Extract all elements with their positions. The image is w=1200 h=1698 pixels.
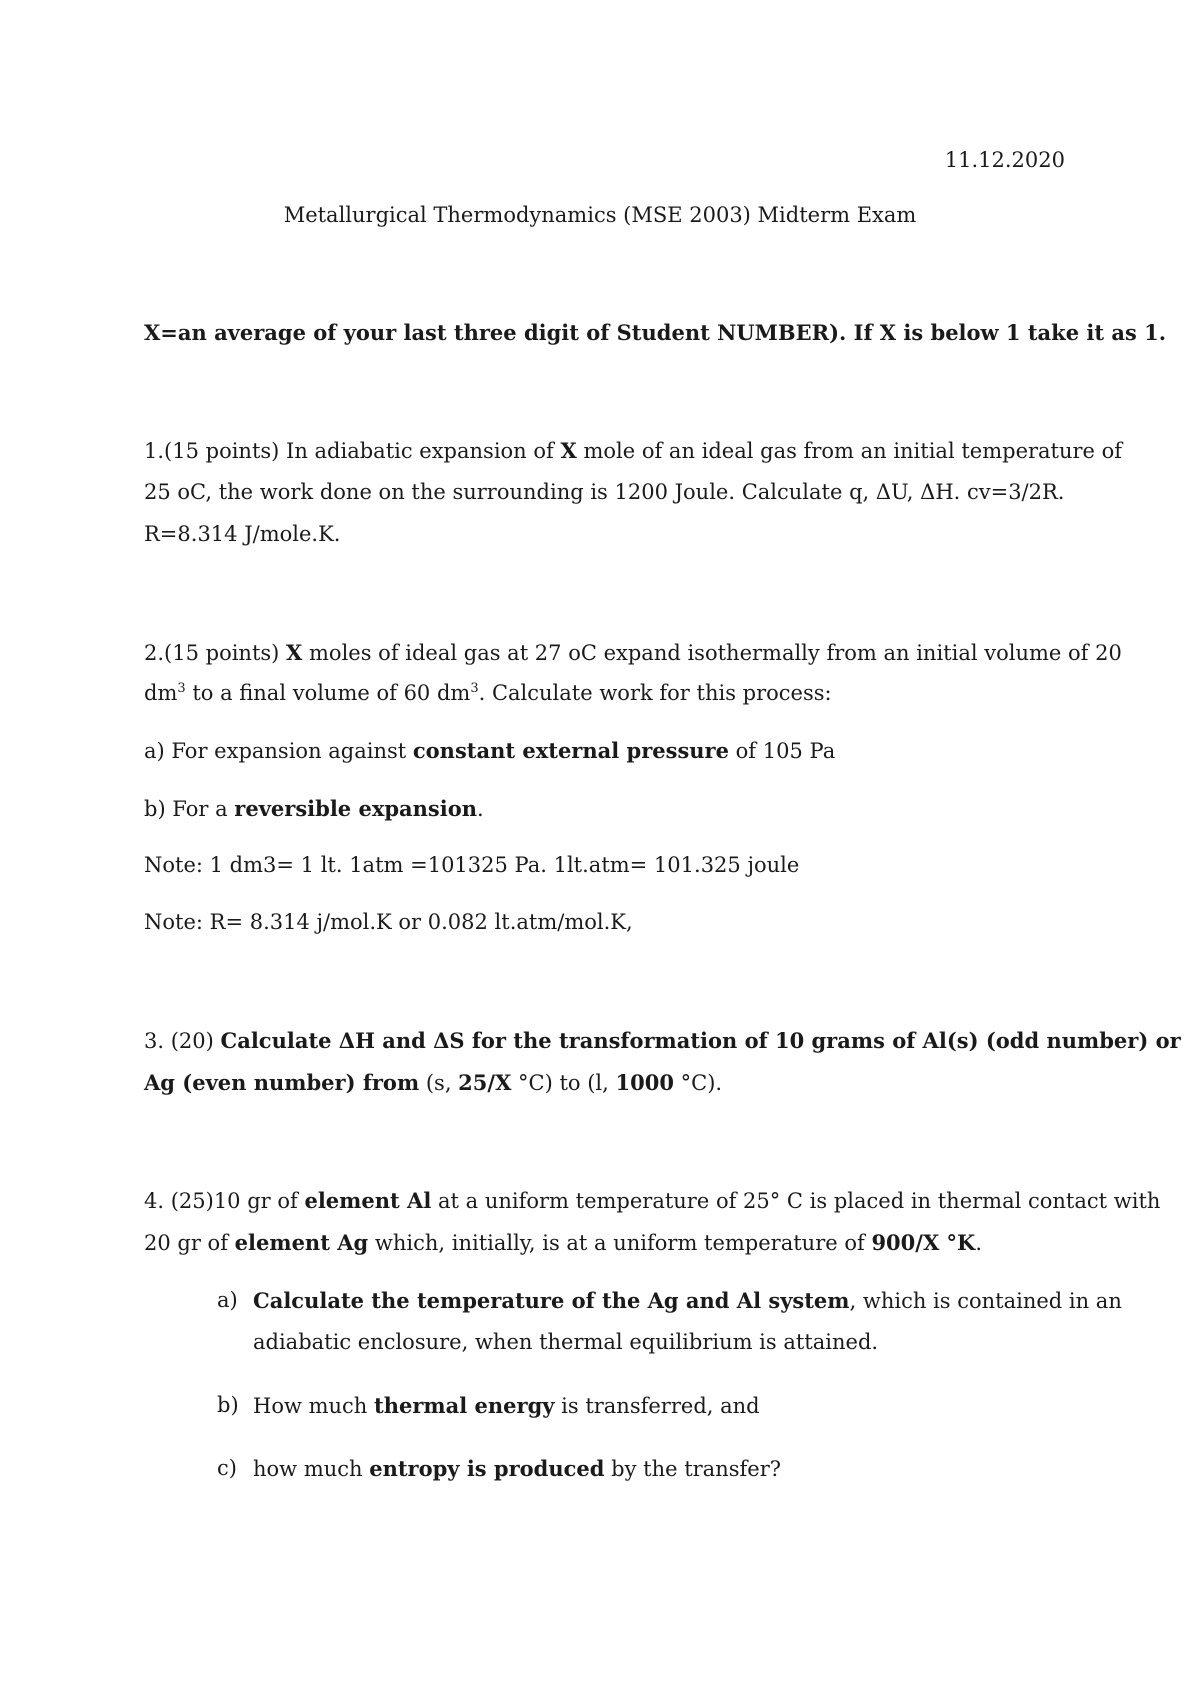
question-2-note-2: Note: R= 8.314 j/mol.K or 0.082 lt.atm/mol.K, [144, 910, 633, 934]
question-2-note-1: Note: 1 dm3= 1 lt. 1atm =101325 Pa. 1lt.atm= 101.325 joule [144, 853, 800, 877]
question-4-part-a: Calculate the temperature of the Ag and Al system, which is contained in an [253, 1288, 1122, 1313]
intro-instruction: X=an average of your last three digit of Student NUMBER). If X is below 1 take it as 1. [144, 320, 1167, 345]
question-1-line-3: R=8.314 J/mole.K. [144, 522, 341, 546]
question-4-part-c-marker: c) [217, 1456, 237, 1480]
question-2-line-1: 2.(15 points) X moles of ideal gas at 27 oC expand isothermally from an initial volume of 20 [144, 640, 1122, 665]
question-2-part-a: a) For expansion against constant external pressure of 105 Pa [144, 738, 836, 763]
question-1-line-1: 1.(15 points) In adiabatic expansion of X mole of an ideal gas from an initial temperature of [144, 438, 1123, 463]
question-4-part-b: How much thermal energy is transferred, and [253, 1393, 760, 1418]
question-4-part-c: how much entropy is produced by the transfer? [253, 1456, 781, 1481]
question-4-line-1: 4. (25)10 gr of element Al at a uniform temperature of 25° C is placed in thermal contact with [144, 1188, 1161, 1213]
question-2-part-b: b) For a reversible expansion. [144, 796, 484, 821]
question-4-part-a-cont: adiabatic enclosure, when thermal equilibrium is attained. [253, 1330, 879, 1354]
question-4-part-a-marker: a) [217, 1288, 238, 1312]
question-1-line-2: 25 oC, the work done on the surrounding is 1200 Joule. Calculate q, ΔU, ΔH. cv=3/2R. [144, 480, 1065, 504]
exam-date: 11.12.2020 [944, 148, 1065, 172]
question-2-line-2: $dm^3$ to a final volume of 60 $dm^3$. Calculate work for this process: [144, 681, 832, 705]
question-3-line-2: Ag (even number) from (s, 25/X °C) to (l, 1000 °C). [144, 1070, 723, 1095]
question-4-line-2: 20 gr of element Ag which, initially, is at a uniform temperature of 900/X °K. [144, 1230, 982, 1255]
question-4-part-b-marker: b) [217, 1393, 239, 1417]
question-3-line-1: 3. (20) Calculate ΔH and ΔS for the transformation of 10 grams of Al(s) (odd number) or [144, 1028, 1181, 1053]
exam-title: Metallurgical Thermodynamics (MSE 2003) Midterm Exam [283, 203, 917, 227]
